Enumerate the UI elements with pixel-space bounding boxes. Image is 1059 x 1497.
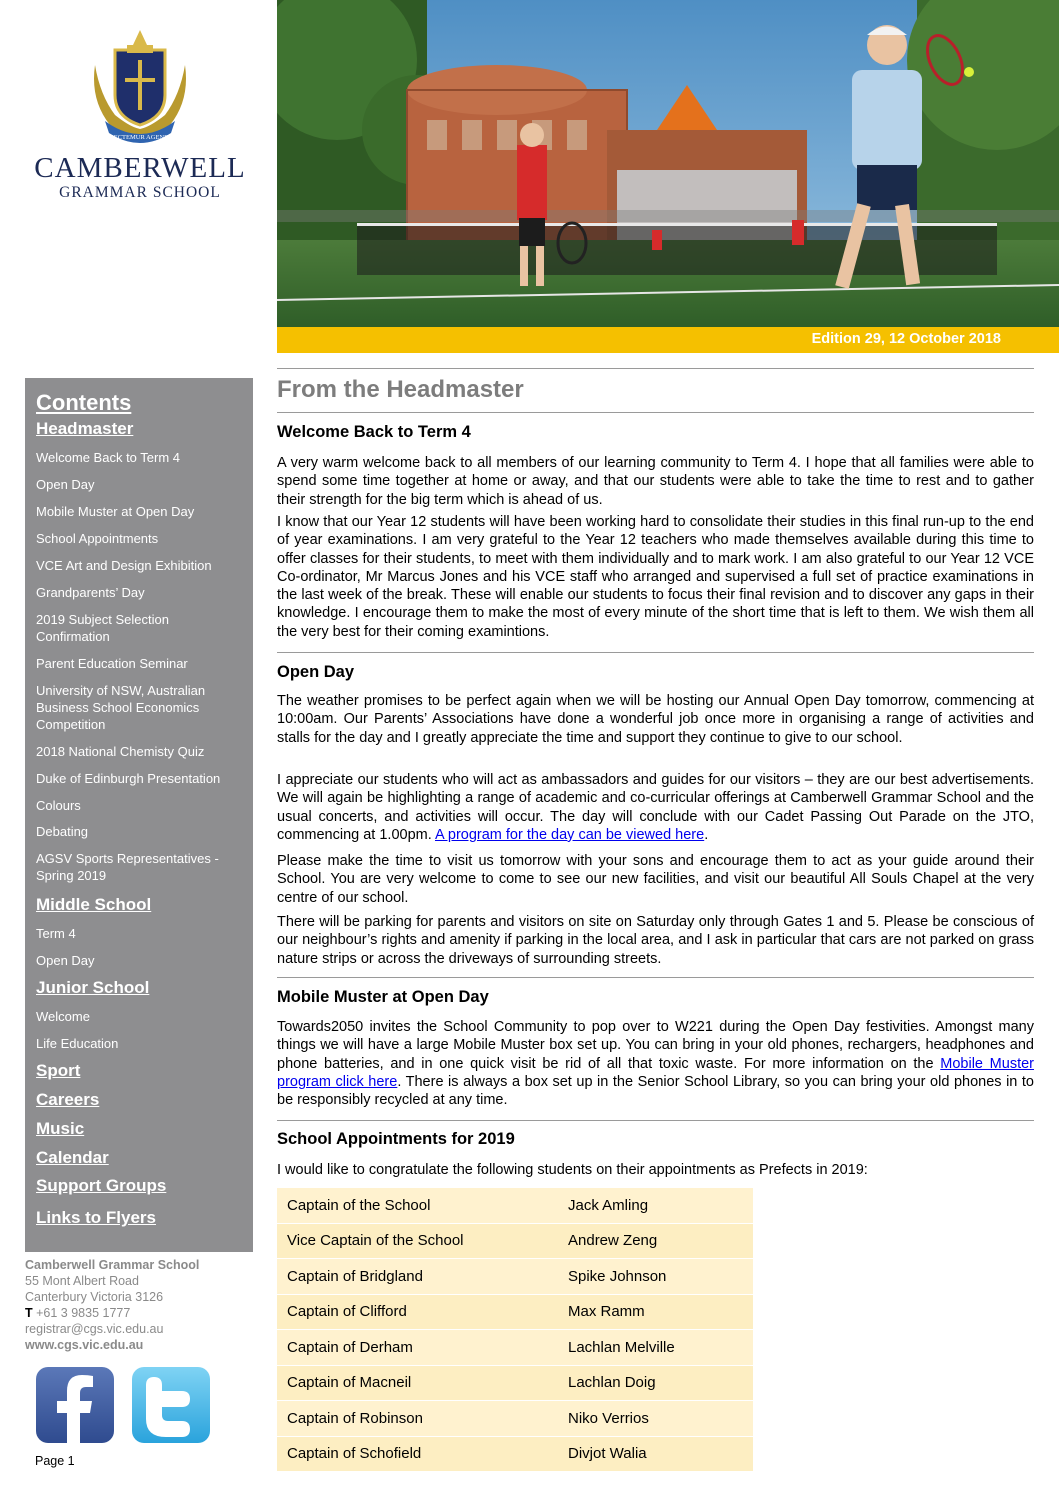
contact-email[interactable]: registrar@cgs.vic.edu.au <box>25 1322 164 1336</box>
table-row <box>277 1436 753 1472</box>
table-cell-name: Lachlan Doig <box>558 1365 753 1401</box>
twitter-icon[interactable] <box>132 1367 210 1443</box>
prefects-table <box>277 1188 753 1472</box>
divider <box>277 368 1034 369</box>
table-cell-name: Niko Verrios <box>558 1401 753 1437</box>
open-day-paragraph-3: Please make the time to visit us tomorrow with your sons and encourage them to act as your guide around their School. You are very welcome to come to see our new facilities, and visit our beautiful All Souls Chapel at the very centre of our school. <box>277 853 1034 906</box>
table-cell-role: Captain of Clifford <box>277 1294 558 1330</box>
mobile-muster-link[interactable]: Mobile Muster program click here <box>277 1055 1034 1090</box>
nav-grandparents-day[interactable]: Grandparents’ Day <box>36 585 145 600</box>
divider <box>277 1120 1034 1121</box>
nav-links-to-flyers[interactable]: Links to Flyers <box>36 1208 156 1227</box>
mobile-muster-text: Towards2050 invites the School Community to pop over to W221 during the Open Day festivities. Amongst many things we will have a large Mobile Muster box set up. You can bring in your old phones, rechargers, headphones and phone batteries, and in one quick visit be rid of all that toxic waste. For more information on the <box>277 1019 1034 1072</box>
nav-debating[interactable]: Debating <box>36 824 89 839</box>
open-day-paragraph-2 <box>277 771 1034 844</box>
contact-phone: +61 3 9835 1777 <box>32 1306 131 1320</box>
hero-photo <box>277 0 1059 327</box>
contents-sidebar <box>25 378 253 1252</box>
edition-text: Edition 29, 12 October 2018 <box>811 331 1001 347</box>
school-name: CAMBERWELL <box>34 152 246 184</box>
nav-school-appointments[interactable]: School Appointments <box>36 531 159 546</box>
nav-chemistry-quiz[interactable]: 2018 National Chemisty Quiz <box>36 744 205 759</box>
table-row <box>277 1401 753 1437</box>
contact-block <box>25 1257 253 1353</box>
contact-name: Camberwell Grammar School <box>25 1258 200 1272</box>
nav-support-groups[interactable]: Support Groups <box>36 1176 167 1195</box>
school-logo <box>20 25 260 225</box>
nav-junior-school[interactable]: Junior School <box>36 978 150 997</box>
table-row <box>277 1259 753 1295</box>
table-cell-name: Divjot Walia <box>558 1436 753 1472</box>
contents-title: Contents <box>36 390 132 415</box>
open-day-paragraph-2-end: . <box>704 826 709 843</box>
program-link[interactable]: A program for the day can be viewed here <box>434 826 705 843</box>
page-number: Page 1 <box>35 1454 75 1468</box>
nav-life-education[interactable]: Life Education <box>36 1036 119 1051</box>
nav-music[interactable]: Music <box>36 1119 85 1138</box>
nav-subject-selection[interactable]: 2019 Subject Selection Confirmation <box>36 612 169 644</box>
table-row <box>277 1365 753 1401</box>
table-cell-name: Andrew Zeng <box>558 1223 753 1259</box>
nav-parent-seminar[interactable]: Parent Education Seminar <box>36 656 188 671</box>
divider <box>277 977 1034 978</box>
appointments-intro: I would like to congratulate the following students on their appointments as Prefects in 2019: <box>277 1162 868 1178</box>
table-cell-role: Vice Captain of the School <box>277 1223 558 1259</box>
open-day-paragraph-2-text: I appreciate our students who will act as ambassadors and guides for our visitors – they are our best advertisements. We will again be highlighting a range of academic and co-curricular offerings at Camberwell Grammar School and the usual concerts, and activities will occur. The day will conclude with our Cadet Passing Out Parade on the JTO, commencing at 1.00pm. <box>277 772 1034 843</box>
table-cell-name: Spike Johnson <box>558 1259 753 1295</box>
nav-vce-art[interactable]: VCE Art and Design Exhibition <box>36 558 212 573</box>
motto-text: SPECTEMUR AGENDO <box>106 134 174 141</box>
nav-duke-of-edinburgh[interactable]: Duke of Edinburgh Presentation <box>36 771 221 786</box>
nav-middle-school[interactable]: Middle School <box>36 895 152 914</box>
table-cell-name: Max Ramm <box>558 1294 753 1330</box>
nav-welcome-back[interactable]: Welcome Back to Term 4 <box>36 450 181 465</box>
table-cell-role: Captain of Bridgland <box>277 1259 558 1295</box>
table-cell-role: Captain of Macneil <box>277 1365 558 1401</box>
mobile-muster-heading: Mobile Muster at Open Day <box>277 988 489 1006</box>
contact-phone-row <box>25 1305 253 1321</box>
appointments-heading: School Appointments for 2019 <box>277 1130 515 1148</box>
contact-address-line2: Canterbury Victoria 3126 <box>25 1290 164 1304</box>
edition-bar <box>277 327 1059 353</box>
open-day-paragraph-1: The weather promises to be perfect again when we will be hosting our Annual Open Day tomorrow, commencing at 10:00am. Our Parents’ Associations have done a wonderful job once more in organising a range of activities and stalls for the day and I greatly appreciate the time and support they continue to give to our school. <box>277 693 1034 746</box>
nav-junior-welcome[interactable]: Welcome <box>36 1009 90 1024</box>
open-day-heading: Open Day <box>277 663 355 681</box>
open-day-paragraph-4: There will be parking for parents and visitors on site on Saturday only through Gates 1 and 5. Please be conscious of our neighbour’s rights and amenity if parking in the local area, and I ask in particular that cars are not parked on grass nature strips or across the driveways of surrounding streets. <box>277 914 1034 967</box>
table-cell-role: Captain of Derham <box>277 1330 558 1366</box>
table-row <box>277 1188 753 1223</box>
mobile-muster-paragraph <box>277 1018 1034 1109</box>
table-row <box>277 1223 753 1259</box>
nav-sport[interactable]: Sport <box>36 1061 81 1080</box>
school-subname: GRAMMAR SCHOOL <box>59 184 221 201</box>
nav-middle-term4[interactable]: Term 4 <box>36 926 76 941</box>
table-cell-name: Jack Amling <box>558 1188 753 1223</box>
welcome-paragraph-1: A very warm welcome back to all members of our learning community to Term 4. I hope that all families were able to spend some time together at home or away, and that our students were able to take the time to rest and to gather their strength for the big term which is ahead of us. <box>277 455 1034 508</box>
nav-mobile-muster[interactable]: Mobile Muster at Open Day <box>36 504 195 519</box>
nav-middle-open-day[interactable]: Open Day <box>36 953 95 968</box>
contact-website[interactable]: www.cgs.vic.edu.au <box>25 1338 144 1352</box>
table-cell-role: Captain of the School <box>277 1188 558 1223</box>
welcome-heading: Welcome Back to Term 4 <box>277 423 471 441</box>
divider <box>277 652 1034 653</box>
table-cell-role: Captain of Robinson <box>277 1401 558 1437</box>
nav-careers[interactable]: Careers <box>36 1090 100 1109</box>
school-crest-icon <box>85 25 195 150</box>
nav-agsv-sports[interactable]: AGSV Sports Representatives - Spring 2019 <box>36 851 219 883</box>
table-row <box>277 1330 753 1366</box>
divider <box>277 412 1034 413</box>
phone-label: T <box>25 1306 33 1320</box>
table-row <box>277 1294 753 1330</box>
nav-colours[interactable]: Colours <box>36 798 81 813</box>
nav-unsw-competition[interactable]: University of NSW, Australian Business School Economics Competition <box>36 683 206 732</box>
page-title: From the Headmaster <box>277 376 524 403</box>
mobile-muster-text-end: . There is always a box set up in the Senior School Library, so you can bring your old phones in to be responsibly recycled at any time. <box>277 1073 1034 1109</box>
facebook-icon[interactable] <box>36 1367 114 1443</box>
nav-headmaster[interactable]: Headmaster <box>36 419 134 438</box>
contact-address-line1: 55 Mont Albert Road <box>25 1274 139 1288</box>
welcome-paragraph-2: I know that our Year 12 students will have been working hard to consolidate their studies in this final run-up to the end of year examinations. I am very grateful to the Year 12 teachers who made themselves available during this time to offer classes for their students, to meet with them individually and to mark work. I am also grateful to our Year 12 VCE Co-ordinator, Mr Marcus Jones and his VCE staff who arranged and supervised a full set of practice examinations in the last week of the break. These will enable our students to focus their final revision and to discover any gaps in their knowledge. I encourage them to make the most of every minute of the short time that is left to them. We wish them all the very best for their coming examintions. <box>277 514 1034 640</box>
table-cell-name: Lachlan Melville <box>558 1330 753 1366</box>
nav-open-day[interactable]: Open Day <box>36 477 95 492</box>
table-cell-role: Captain of Schofield <box>277 1436 558 1472</box>
nav-calendar[interactable]: Calendar <box>36 1148 109 1167</box>
